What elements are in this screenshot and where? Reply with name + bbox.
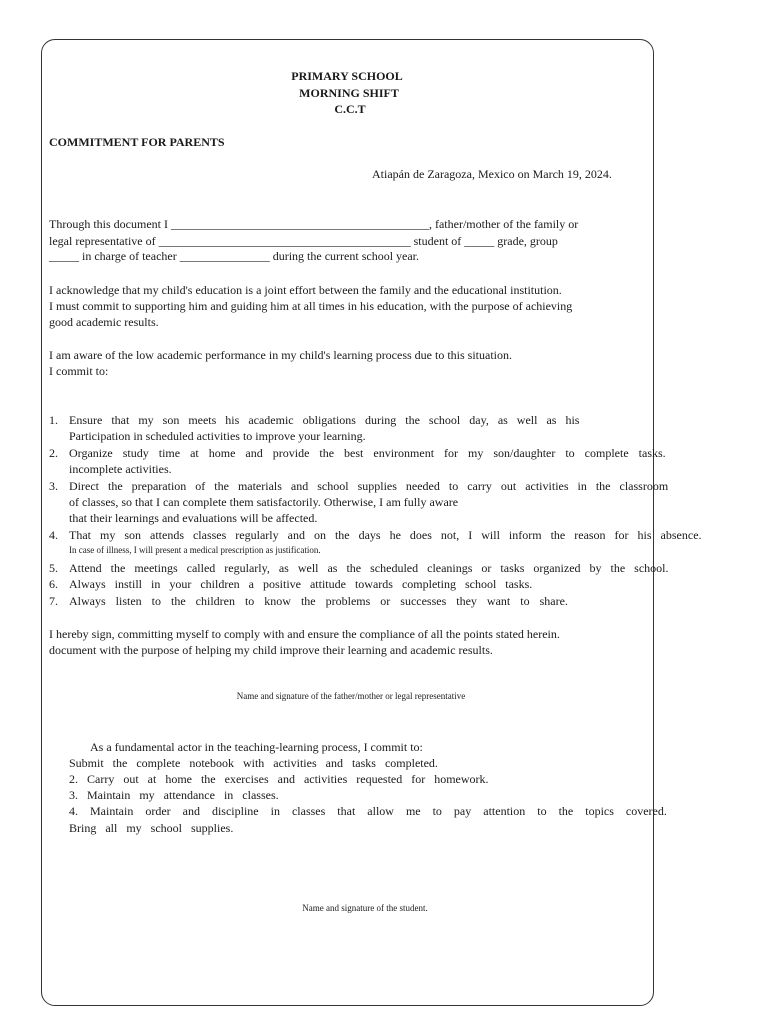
commit-to-label: I commit to: bbox=[49, 364, 109, 378]
intro-text-1: Through this document I ___________________________________________, father/mother of the family or bbox=[49, 217, 579, 231]
commitment-1-line-1: Ensure that my son meets his academic obligations during the school day, as well as his bbox=[69, 413, 580, 427]
student-intro: As a fundamental actor in the teaching-learning process, I commit to: bbox=[90, 740, 423, 754]
commitment-number: 2. bbox=[49, 446, 58, 460]
intro-line-1 bbox=[49, 216, 645, 232]
sign-statement-line-1: I hereby sign, committing myself to comply with and ensure the compliance of all the points stated herein. bbox=[49, 627, 560, 641]
commitment-4-line-1: That my son attends classes regularly and on the days he does not, I will inform the reason for his absence. bbox=[69, 528, 702, 542]
cct-label: C.C.T bbox=[334, 102, 366, 116]
commitment-number: 5. bbox=[49, 561, 58, 575]
shift-label: MORNING SHIFT bbox=[299, 86, 399, 100]
sign-statement-line-2: document with the purpose of helping my child improve their learning and academic results. bbox=[49, 643, 493, 657]
parent-signature-label: Name and signature of the father/mother or legal representative bbox=[236, 691, 466, 701]
student-item-5: Bring all my school supplies. bbox=[69, 821, 234, 835]
aware-line-1: I am aware of the low academic performance in my child's learning process due to this situation. bbox=[49, 348, 513, 362]
commitment-7-line-1: Always listen to the children to know the problems or successes they want to share. bbox=[69, 594, 568, 608]
commitment-2-line-2: incomplete activities. bbox=[69, 462, 172, 476]
commitment-number: 1. bbox=[49, 413, 58, 427]
student-item-2: 2. Carry out at home the exercises and activities requested for homework. bbox=[69, 772, 489, 786]
intro-line-3: _____ in charge of teacher _______________ during the current school year. bbox=[49, 249, 420, 263]
student-item-3: 3. Maintain my attendance in classes. bbox=[69, 788, 279, 802]
commitment-3-line-1: Direct the preparation of the materials and school supplies needed to carry out activities in the classroom bbox=[69, 479, 669, 493]
acknowledge-line-1: I acknowledge that my child's education is a joint effort between the family and the educational institution. bbox=[49, 283, 562, 297]
commitment-3-line-3: that their learnings and evaluations will be affected. bbox=[69, 511, 318, 525]
commitment-5-line-1: Attend the meetings called regularly, as well as the scheduled cleanings or tasks organized by the school. bbox=[69, 561, 669, 575]
intro-line-2: legal representative of __________________________________________ student of _____ grade, group bbox=[49, 234, 558, 248]
commitment-number: 4. bbox=[49, 528, 58, 542]
page-title: COMMITMENT FOR PARENTS bbox=[49, 135, 225, 149]
acknowledge-line-3: good academic results. bbox=[49, 315, 159, 329]
commitment-number: 6. bbox=[49, 577, 58, 591]
commitment-6-line-1: Always instill in your children a positive attitude towards completing school tasks. bbox=[69, 577, 533, 591]
commitment-2-line-1: Organize study time at home and provide the best environment for my son/daughter to complete tasks. bbox=[69, 446, 666, 460]
commitment-number: 7. bbox=[49, 594, 58, 608]
student-item-1: Submit the complete notebook with activities and tasks completed. bbox=[69, 756, 438, 770]
student-signature-label: Name and signature of the student. bbox=[302, 903, 428, 913]
student-item-4: 4. Maintain order and discipline in classes that allow me to pay attention to the topics covered. bbox=[69, 804, 667, 818]
commitment-3-line-2: of classes, so that I can complete them satisfactorily. Otherwise, I am fully aware bbox=[69, 495, 459, 509]
place-date: Atiapán de Zaragoza, Mexico on March 19, 2024. bbox=[372, 167, 612, 181]
commitment-4-line-2: In case of illness, I will present a medical prescription as justification. bbox=[69, 545, 321, 555]
commitment-1-line-2: Participation in scheduled activities to improve your learning. bbox=[69, 429, 366, 443]
school-name: PRIMARY SCHOOL bbox=[291, 69, 403, 83]
acknowledge-line-2: I must commit to supporting him and guiding him at all times in his education, with the purpose of achieving bbox=[49, 299, 573, 313]
commitment-number: 3. bbox=[49, 479, 58, 493]
